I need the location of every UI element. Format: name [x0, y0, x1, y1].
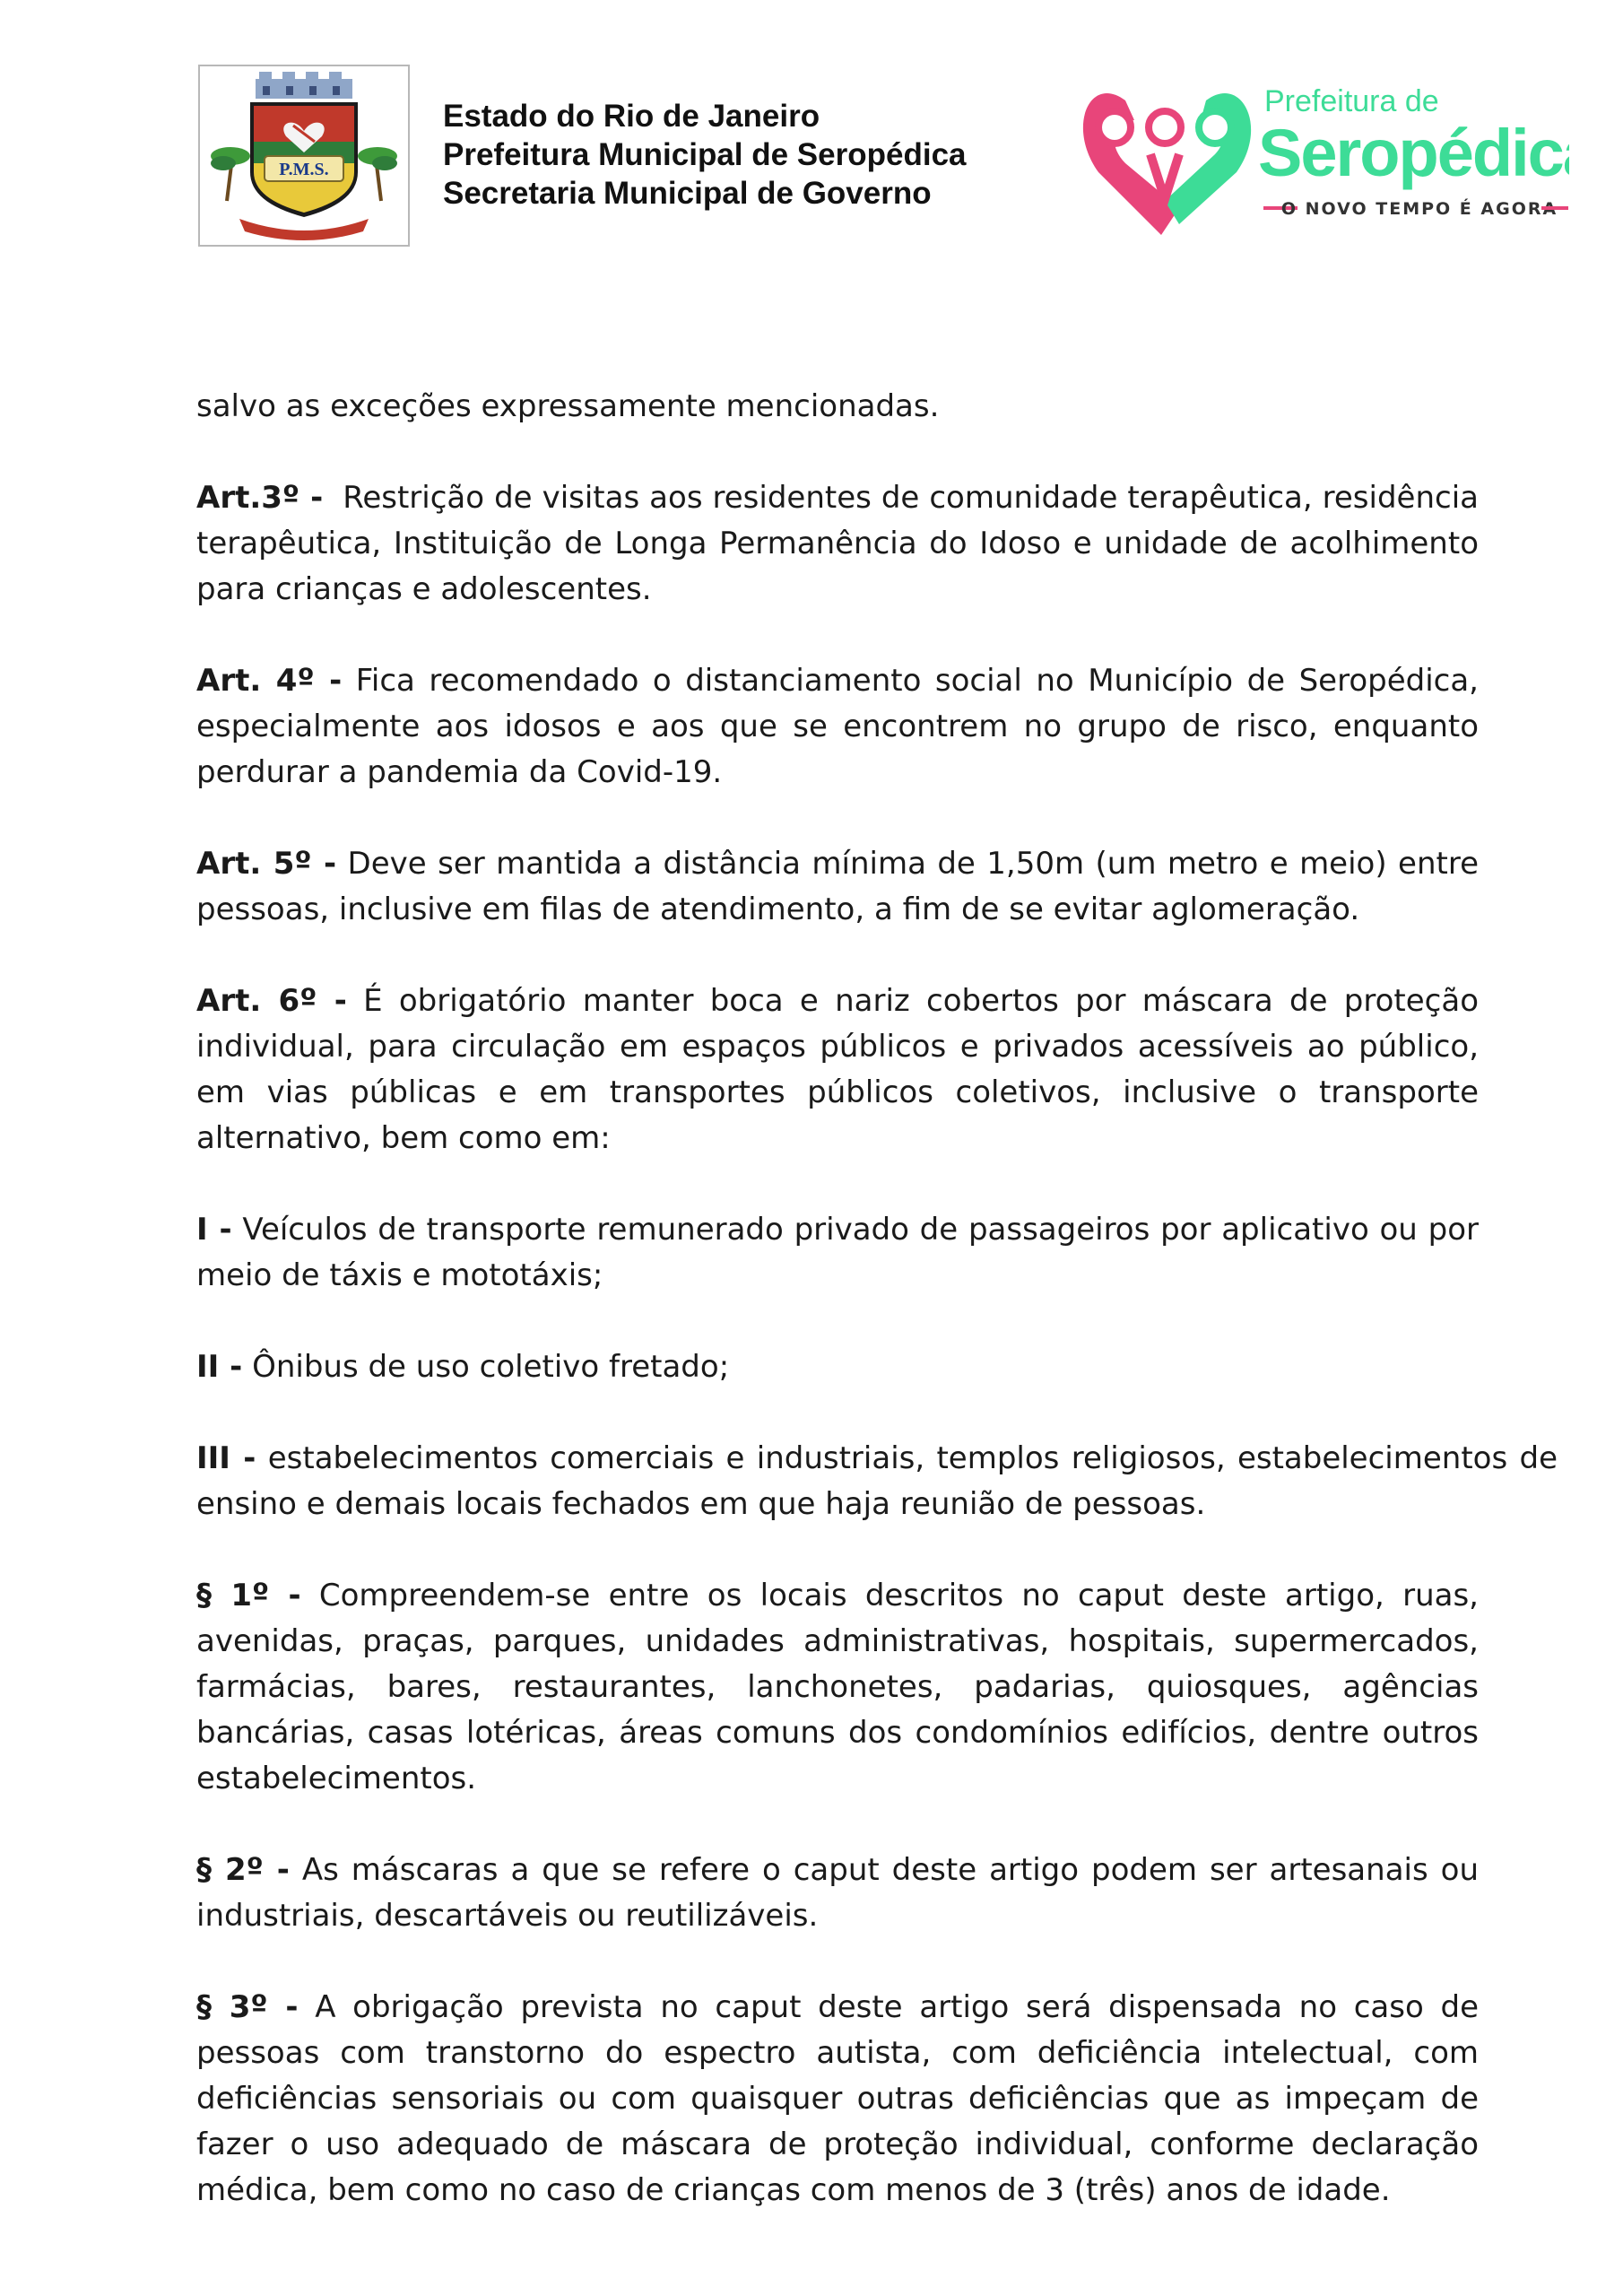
art-3-text: Restrição de visitas aos residentes de comunidade terapêutica, residência terapêutica, Instituição de Longa Permanência do Idoso e unidade de acolhimento para crianças e adolescentes. — [196, 480, 1479, 607]
art-4-paragraph — [196, 658, 1479, 796]
item-ii-label: II - — [196, 1349, 243, 1385]
item-iii-label: III - — [196, 1440, 256, 1476]
item-iii-paragraph — [196, 1436, 1558, 1527]
art-4-label: Art. 4º - — [196, 663, 343, 699]
item-i-text: Veículos de transporte remunerado privado de passageiros por aplicativo ou por meio de táxis e mototáxis; — [196, 1212, 1479, 1293]
par-3-paragraph — [196, 1985, 1479, 2213]
par-1-paragraph — [196, 1573, 1479, 1802]
par-1-label: § 1º - — [196, 1578, 301, 1613]
par-3-text: A obrigação prevista no caput deste artigo será dispensada no caso de pessoas com transtorno do espectro autista, com deficiência intelectual, com deficiências sensoriais ou com quaisquer outras deficiências que as impeçam de fazer o uso adequado de máscara de proteção individual, conforme declaração médica, bem como no caso de crianças com menos de 3 (três) anos de idade. — [196, 1989, 1479, 2208]
header-secretariat: Secretaria Municipal de Governo — [443, 176, 932, 211]
document-body — [196, 384, 1558, 2259]
municipal-crest — [198, 65, 410, 247]
item-i-paragraph — [196, 1207, 1479, 1299]
art-3-paragraph — [196, 475, 1479, 613]
item-ii-text: Ônibus de uso coletivo fretado; — [252, 1349, 730, 1385]
intro-paragraph: salvo as exceções expressamente mencionadas. — [196, 388, 940, 424]
par-2-text: As máscaras a que se refere o caput deste artigo podem ser artesanais ou industriais, descartáveis ou reutilizáveis. — [196, 1852, 1479, 1934]
header-title-block — [443, 97, 967, 213]
art-3-label: Art.3º - — [196, 480, 324, 516]
art-6-label: Art. 6º - — [196, 983, 347, 1019]
art-4-text: Fica recomendado o distanciamento social no Município de Seropédica, especialmente aos idosos e aos que se encontrem no grupo de risco, enquanto perdurar a pandemia da Covid-19. — [196, 663, 1479, 790]
svg-text:Prefeitura de: Prefeitura de — [1264, 84, 1439, 118]
par-1-text: Compreendem-se entre os locais descritos no caput deste artigo, ruas, avenidas, praças, parques, unidades administrativas, hospitais, supermercados, farmácias, bares, restaurantes, lanchonetes, padarias, quiosques, agências bancárias, casas lotéricas, áreas comuns dos condomínios edifícios, dentre outros estabelecimentos. — [196, 1578, 1479, 1796]
art-5-text: Deve ser mantida a distância mínima de 1,50m (um metro e meio) entre pessoas, inclusive em filas de atendimento, a fim de se evitar aglomeração. — [196, 846, 1479, 927]
crest-icon — [200, 66, 408, 245]
svg-text:Seropédica: Seropédica — [1258, 116, 1569, 190]
art-6-text: É obrigatório manter boca e nariz cobertos por máscara de proteção individual, para circulação em espaços públicos e privados acessíveis ao público, em vias públicas e em transportes públicos coletivos, inclusive o transporte alternativo, bem como em: — [196, 983, 1480, 1156]
header-prefecture: Prefeitura Municipal de Seropédica — [443, 137, 967, 172]
header-state: Estado do Rio de Janeiro — [443, 99, 820, 134]
par-2-label: § 2º - — [196, 1852, 290, 1888]
svg-text:P.M.S.: P.M.S. — [279, 160, 329, 179]
item-ii-paragraph — [196, 1344, 1479, 1390]
art-5-paragraph — [196, 841, 1479, 933]
item-i-label: I - — [196, 1212, 232, 1248]
par-3-label: § 3º - — [196, 1989, 299, 2025]
par-2-paragraph — [196, 1848, 1479, 1939]
svg-text:O NOVO TEMPO É AGORA: O NOVO TEMPO É AGORA — [1280, 199, 1558, 219]
item-iii-text: estabelecimentos comerciais e industriais, templos religiosos, estabelecimentos de ensino e demais locais fechados em que haja reunião de pessoas. — [196, 1440, 1558, 1522]
art-6-paragraph — [196, 978, 1479, 1161]
prefeitura-logo-icon — [1072, 65, 1569, 244]
prefeitura-logo — [1072, 65, 1569, 244]
art-5-label: Art. 5º - — [196, 846, 337, 882]
